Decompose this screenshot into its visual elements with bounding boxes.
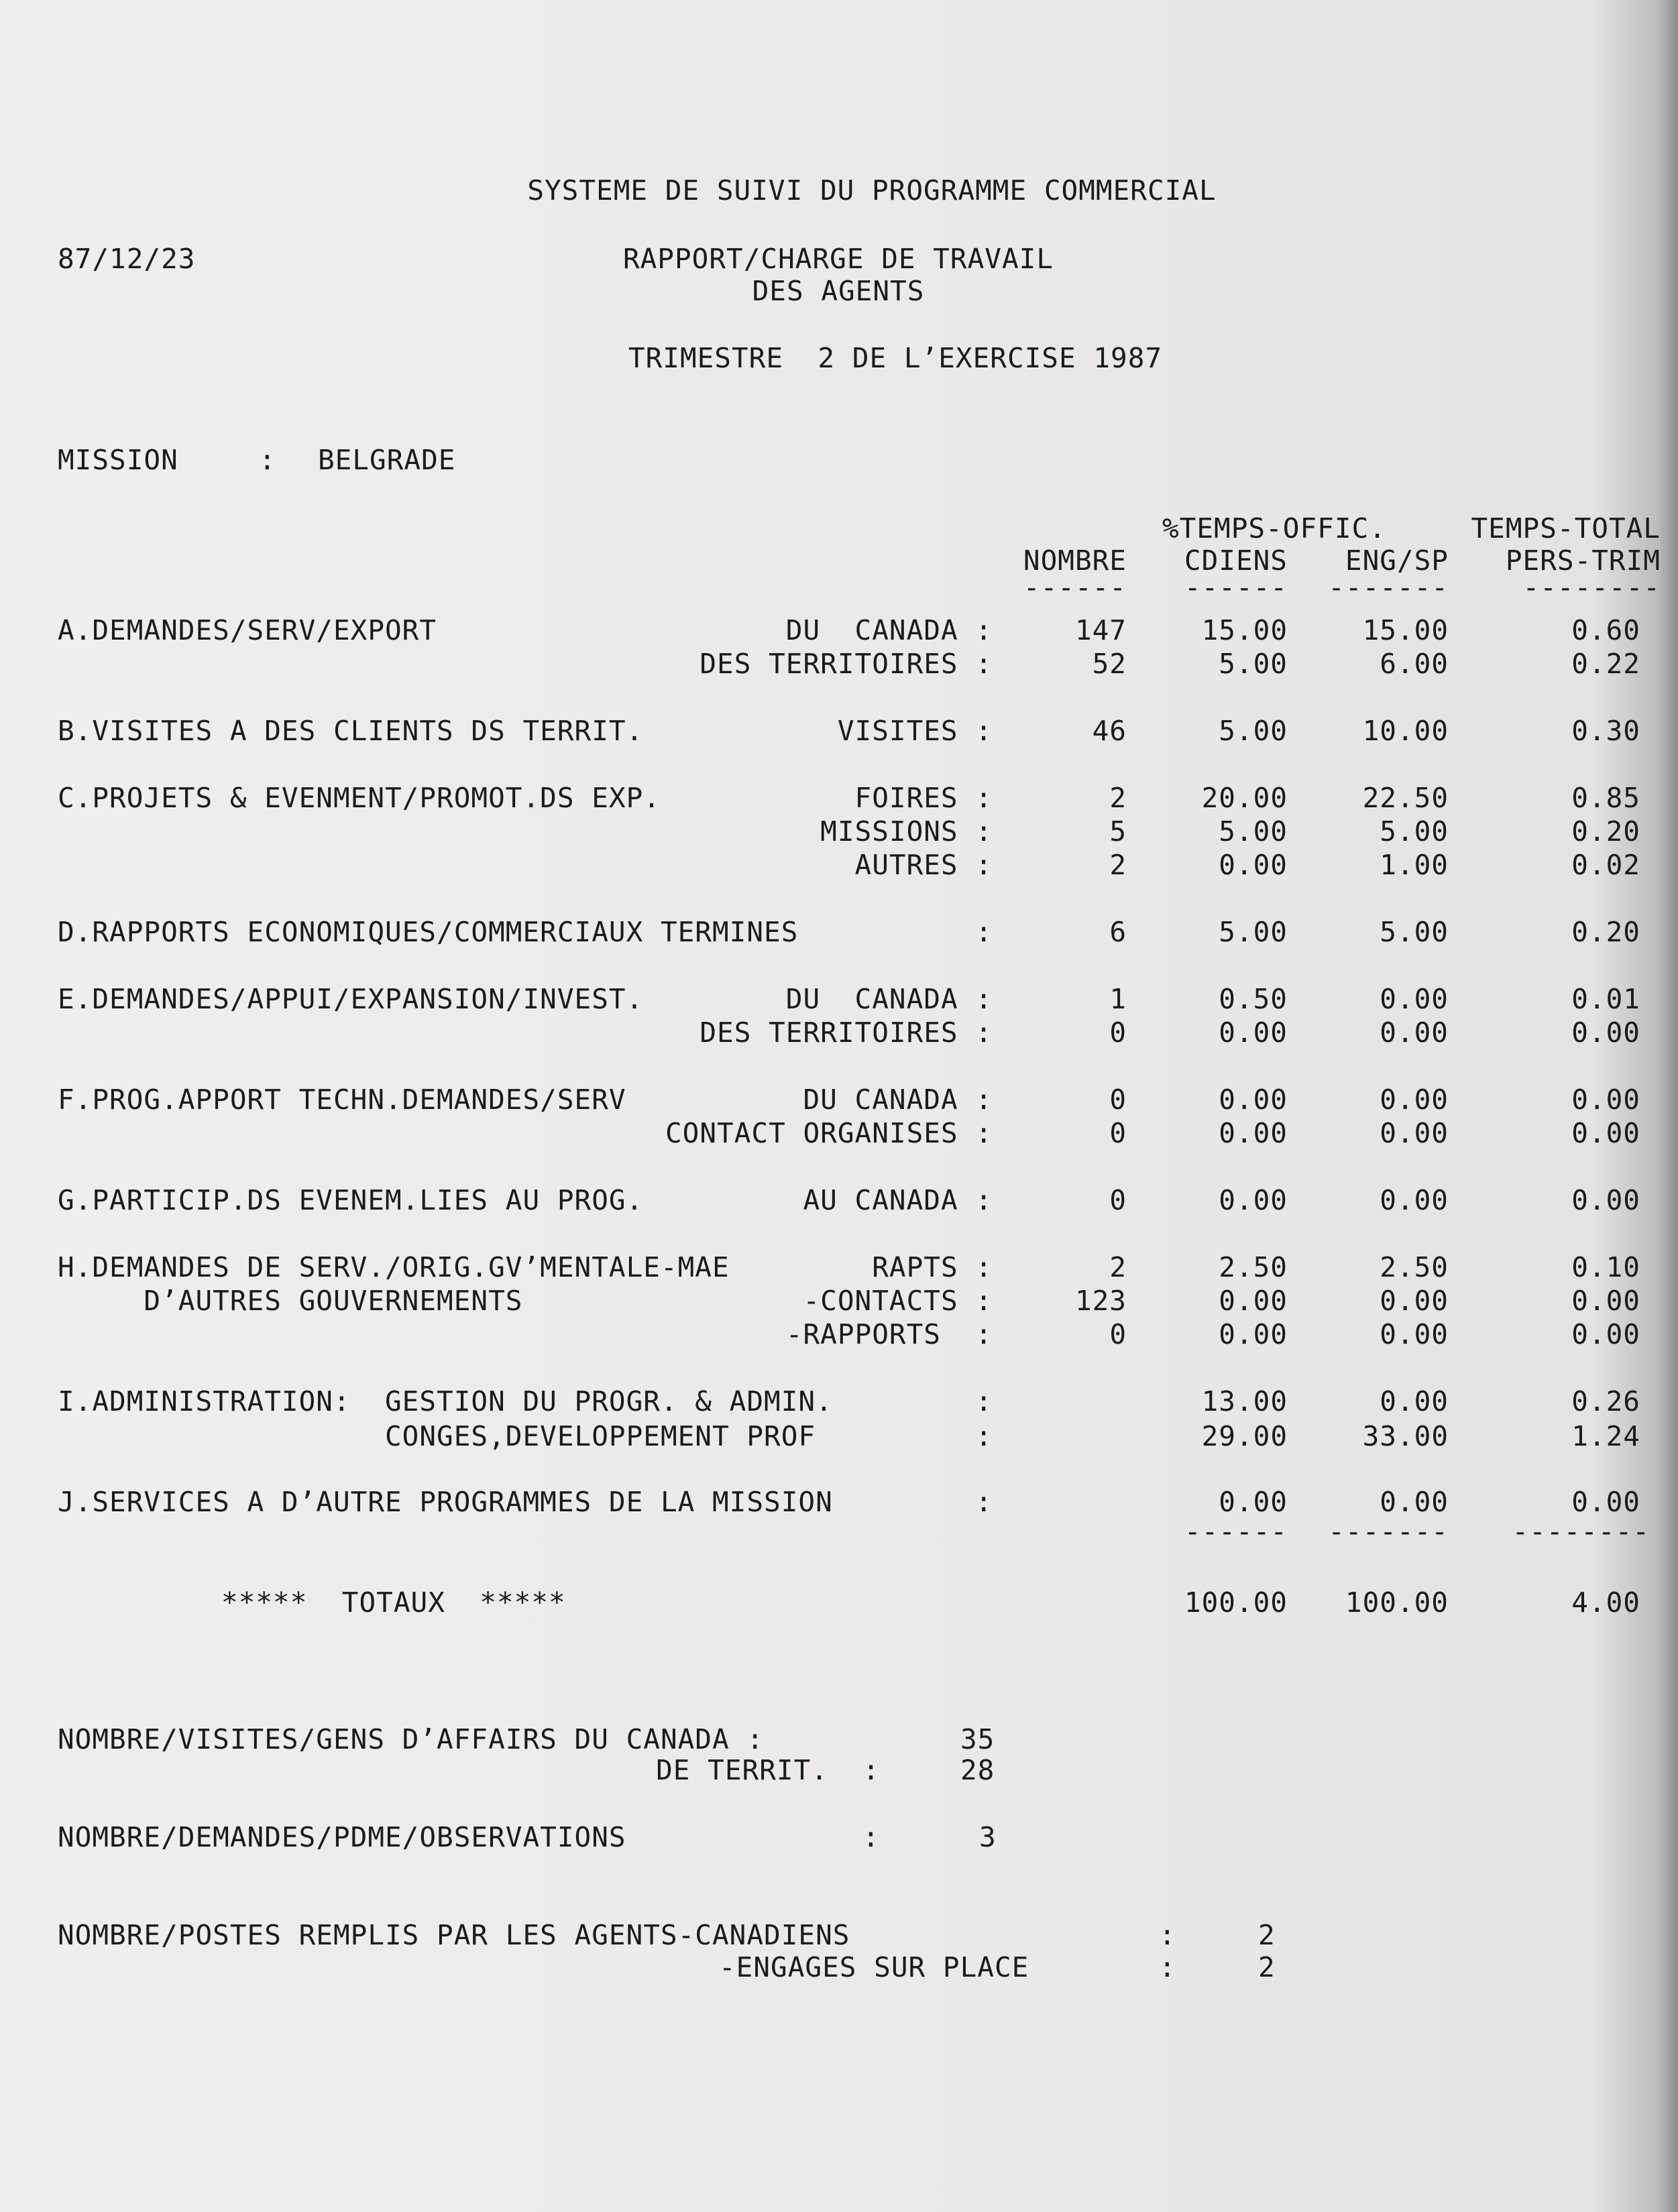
row-engsp: 0.00 bbox=[1380, 1184, 1449, 1216]
row-label: C.PROJETS & EVENMENT/PROMOT.DS EXP. bbox=[58, 782, 661, 814]
row-sub-label: CONTACT ORGANISES : bbox=[665, 1117, 993, 1149]
totals-label: ***** TOTAUX ***** bbox=[221, 1586, 566, 1619]
row-label: I.ADMINISTRATION: GESTION DU PROGR. & ADMIN. bbox=[58, 1385, 833, 1417]
row-nombre: 5 bbox=[1109, 815, 1127, 848]
row-engsp: 0.00 bbox=[1380, 983, 1449, 1015]
row-nombre: 46 bbox=[1092, 715, 1127, 747]
row-sub-label: DU CANADA : bbox=[803, 1084, 993, 1116]
system-title: SYSTEME DE SUIVI DU PROGRAMME COMMERCIAL bbox=[527, 174, 1217, 207]
row-engsp: 0.00 bbox=[1380, 1318, 1449, 1350]
row-sub-label: DU CANADA : bbox=[785, 614, 993, 646]
row-cdiens: 20.00 bbox=[1201, 782, 1288, 814]
row-sub-label: RAPTS : bbox=[872, 1251, 993, 1283]
row-nombre: 147 bbox=[1074, 614, 1127, 646]
pdme-label: NOMBRE/DEMANDES/PDME/OBSERVATIONS bbox=[58, 1821, 626, 1853]
report-title-line-2: DES AGENTS bbox=[752, 275, 925, 307]
mission-label: MISSION bbox=[58, 444, 178, 476]
row-sub-label: : bbox=[975, 916, 993, 948]
column-header-cdiens: CDIENS bbox=[1184, 544, 1288, 577]
row-cdiens: 0.50 bbox=[1219, 983, 1288, 1015]
row-pers: 0.60 bbox=[1571, 614, 1640, 646]
row-label: B.VISITES A DES CLIENTS DS TERRIT. bbox=[58, 715, 644, 747]
row-cdiens: 5.00 bbox=[1219, 916, 1288, 948]
row-label: CONGES,DEVELOPPEMENT PROF bbox=[58, 1420, 816, 1452]
row-engsp: 33.00 bbox=[1362, 1420, 1449, 1452]
row-label: A.DEMANDES/SERV/EXPORT bbox=[58, 614, 437, 646]
postes-separator-canadiens: : bbox=[1159, 1919, 1176, 1951]
column-header-perstrim: PERS-TRIM bbox=[1505, 544, 1661, 577]
row-label: F.PROG.APPORT TECHN.DEMANDES/SERV bbox=[58, 1084, 626, 1116]
row-cdiens: 0.00 bbox=[1219, 1084, 1288, 1116]
row-pers: 0.01 bbox=[1571, 983, 1640, 1015]
row-nombre: 52 bbox=[1092, 648, 1127, 680]
row-engsp: 0.00 bbox=[1380, 1285, 1449, 1317]
row-cdiens: 0.00 bbox=[1219, 1184, 1288, 1216]
row-engsp: 5.00 bbox=[1380, 916, 1449, 948]
row-label: G.PARTICIP.DS EVENEM.LIES AU PROG. bbox=[58, 1184, 644, 1216]
row-engsp: 1.00 bbox=[1380, 849, 1449, 881]
pdme-value: 3 bbox=[979, 1821, 997, 1853]
column-group-temps-offic: %TEMPS-OFFIC. bbox=[1162, 512, 1386, 544]
row-sub-label: : bbox=[975, 1385, 993, 1417]
row-pers: 0.00 bbox=[1571, 1486, 1640, 1518]
row-nombre: 0 bbox=[1109, 1318, 1127, 1350]
totals-engsp: 100.00 bbox=[1345, 1586, 1449, 1619]
postes-label-engages: -ENGAGES SUR PLACE bbox=[719, 1951, 1029, 1983]
row-engsp: 0.00 bbox=[1380, 1486, 1449, 1518]
column-group-temps-total: TEMPS-TOTAL bbox=[1471, 512, 1661, 544]
row-sub-label: AUTRES : bbox=[854, 849, 993, 881]
row-pers: 0.20 bbox=[1571, 815, 1640, 848]
row-sub-label: -RAPPORTS : bbox=[785, 1318, 993, 1350]
row-sub-label: FOIRES : bbox=[854, 782, 993, 814]
pdme-separator: : bbox=[862, 1821, 880, 1853]
postes-label-canadiens: NOMBRE/POSTES REMPLIS PAR LES AGENTS-CANADIENS bbox=[58, 1919, 850, 1951]
row-nombre: 2 bbox=[1109, 849, 1127, 881]
row-engsp: 0.00 bbox=[1380, 1016, 1449, 1049]
visits-value-territ: 28 bbox=[960, 1754, 995, 1786]
totals-pers: 4.00 bbox=[1571, 1586, 1640, 1619]
visits-label-canada: NOMBRE/VISITES/GENS D’AFFAIRS DU CANADA : bbox=[58, 1723, 765, 1755]
postes-separator-engages: : bbox=[1159, 1951, 1176, 1983]
totals-cdiens: 100.00 bbox=[1184, 1586, 1288, 1619]
row-pers: 0.00 bbox=[1571, 1318, 1640, 1350]
row-pers: 0.02 bbox=[1571, 849, 1640, 881]
row-pers: 0.85 bbox=[1571, 782, 1640, 814]
row-cdiens: 13.00 bbox=[1201, 1385, 1288, 1417]
row-pers: 0.00 bbox=[1571, 1117, 1640, 1149]
report-period: TRIMESTRE 2 DE L’EXERCISE 1987 bbox=[628, 342, 1163, 374]
row-cdiens: 0.00 bbox=[1219, 1117, 1288, 1149]
row-label: H.DEMANDES DE SERV./ORIG.GV’MENTALE-MAE bbox=[58, 1251, 730, 1283]
row-pers: 0.30 bbox=[1571, 715, 1640, 747]
row-cdiens: 29.00 bbox=[1201, 1420, 1288, 1452]
row-nombre: 0 bbox=[1109, 1016, 1127, 1049]
row-pers: 0.22 bbox=[1571, 648, 1640, 680]
row-nombre: 6 bbox=[1109, 916, 1127, 948]
row-engsp: 22.50 bbox=[1362, 782, 1449, 814]
row-nombre: 0 bbox=[1109, 1084, 1127, 1116]
row-sub-label: DES TERRITOIRES : bbox=[700, 1016, 993, 1049]
row-sub-label: AU CANADA : bbox=[803, 1184, 993, 1216]
row-sub-label: DES TERRITOIRES : bbox=[700, 648, 993, 680]
mission-separator: : bbox=[259, 444, 276, 476]
row-engsp: 0.00 bbox=[1380, 1117, 1449, 1149]
row-cdiens: 15.00 bbox=[1201, 614, 1288, 646]
column-header-nombre: NOMBRE bbox=[1023, 544, 1127, 577]
row-pers: 1.24 bbox=[1571, 1420, 1640, 1452]
report-date: 87/12/23 bbox=[58, 243, 196, 275]
row-nombre: 2 bbox=[1109, 1251, 1127, 1283]
row-engsp: 2.50 bbox=[1380, 1251, 1449, 1283]
row-cdiens: 0.00 bbox=[1219, 1285, 1288, 1317]
mission-value: BELGRADE bbox=[318, 444, 456, 476]
row-engsp: 0.00 bbox=[1380, 1385, 1449, 1417]
row-cdiens: 0.00 bbox=[1219, 849, 1288, 881]
totals-underline-engsp: ------- bbox=[1328, 1515, 1449, 1548]
row-cdiens: 2.50 bbox=[1219, 1251, 1288, 1283]
row-pers: 0.00 bbox=[1571, 1016, 1640, 1049]
row-engsp: 10.00 bbox=[1362, 715, 1449, 747]
row-nombre: 2 bbox=[1109, 782, 1127, 814]
report-title-line-1: RAPPORT/CHARGE DE TRAVAIL bbox=[622, 243, 1054, 275]
row-pers: 0.20 bbox=[1571, 916, 1640, 948]
row-pers: 0.10 bbox=[1571, 1251, 1640, 1283]
visits-value-canada: 35 bbox=[960, 1723, 995, 1755]
row-nombre: 0 bbox=[1109, 1184, 1127, 1216]
row-label: E.DEMANDES/APPUI/EXPANSION/INVEST. bbox=[58, 983, 644, 1015]
row-cdiens: 5.00 bbox=[1219, 815, 1288, 848]
row-sub-label: : bbox=[975, 1420, 993, 1452]
row-pers: 0.00 bbox=[1571, 1285, 1640, 1317]
totals-underline-perstrim: -------- bbox=[1512, 1515, 1650, 1548]
column-underline-cdiens: ------ bbox=[1184, 571, 1288, 603]
row-cdiens: 5.00 bbox=[1219, 648, 1288, 680]
row-engsp: 6.00 bbox=[1380, 648, 1449, 680]
row-sub-label: VISITES : bbox=[837, 715, 993, 747]
row-cdiens: 0.00 bbox=[1219, 1486, 1288, 1518]
row-engsp: 5.00 bbox=[1380, 815, 1449, 848]
row-cdiens: 0.00 bbox=[1219, 1318, 1288, 1350]
row-label: D’AUTRES GOUVERNEMENTS bbox=[58, 1285, 523, 1317]
row-nombre: 0 bbox=[1109, 1117, 1127, 1149]
column-underline-nombre: ------ bbox=[1023, 571, 1127, 603]
row-nombre: 1 bbox=[1109, 983, 1127, 1015]
row-cdiens: 0.00 bbox=[1219, 1016, 1288, 1049]
row-pers: 0.00 bbox=[1571, 1184, 1640, 1216]
row-label: J.SERVICES A D’AUTRE PROGRAMMES DE LA MISSION bbox=[58, 1486, 833, 1518]
totals-underline-cdiens: ------ bbox=[1184, 1515, 1288, 1548]
row-sub-label: -CONTACTS : bbox=[803, 1285, 993, 1317]
column-header-engsp: ENG/SP bbox=[1345, 544, 1449, 577]
column-underline-perstrim: -------- bbox=[1522, 571, 1661, 603]
visits-label-territ: DE TERRIT. : bbox=[656, 1754, 880, 1786]
postes-value-engages: 2 bbox=[1258, 1951, 1276, 1983]
postes-value-canadiens: 2 bbox=[1258, 1919, 1276, 1951]
row-label: D.RAPPORTS ECONOMIQUES/COMMERCIAUX TERMINES bbox=[58, 916, 799, 948]
row-sub-label: : bbox=[975, 1486, 993, 1518]
row-pers: 0.00 bbox=[1571, 1084, 1640, 1116]
row-engsp: 0.00 bbox=[1380, 1084, 1449, 1116]
row-nombre: 123 bbox=[1074, 1285, 1127, 1317]
row-pers: 0.26 bbox=[1571, 1385, 1640, 1417]
column-underline-engsp: ------- bbox=[1328, 571, 1449, 603]
row-sub-label: DU CANADA : bbox=[785, 983, 993, 1015]
row-engsp: 15.00 bbox=[1362, 614, 1449, 646]
row-sub-label: MISSIONS : bbox=[820, 815, 993, 848]
row-cdiens: 5.00 bbox=[1219, 715, 1288, 747]
